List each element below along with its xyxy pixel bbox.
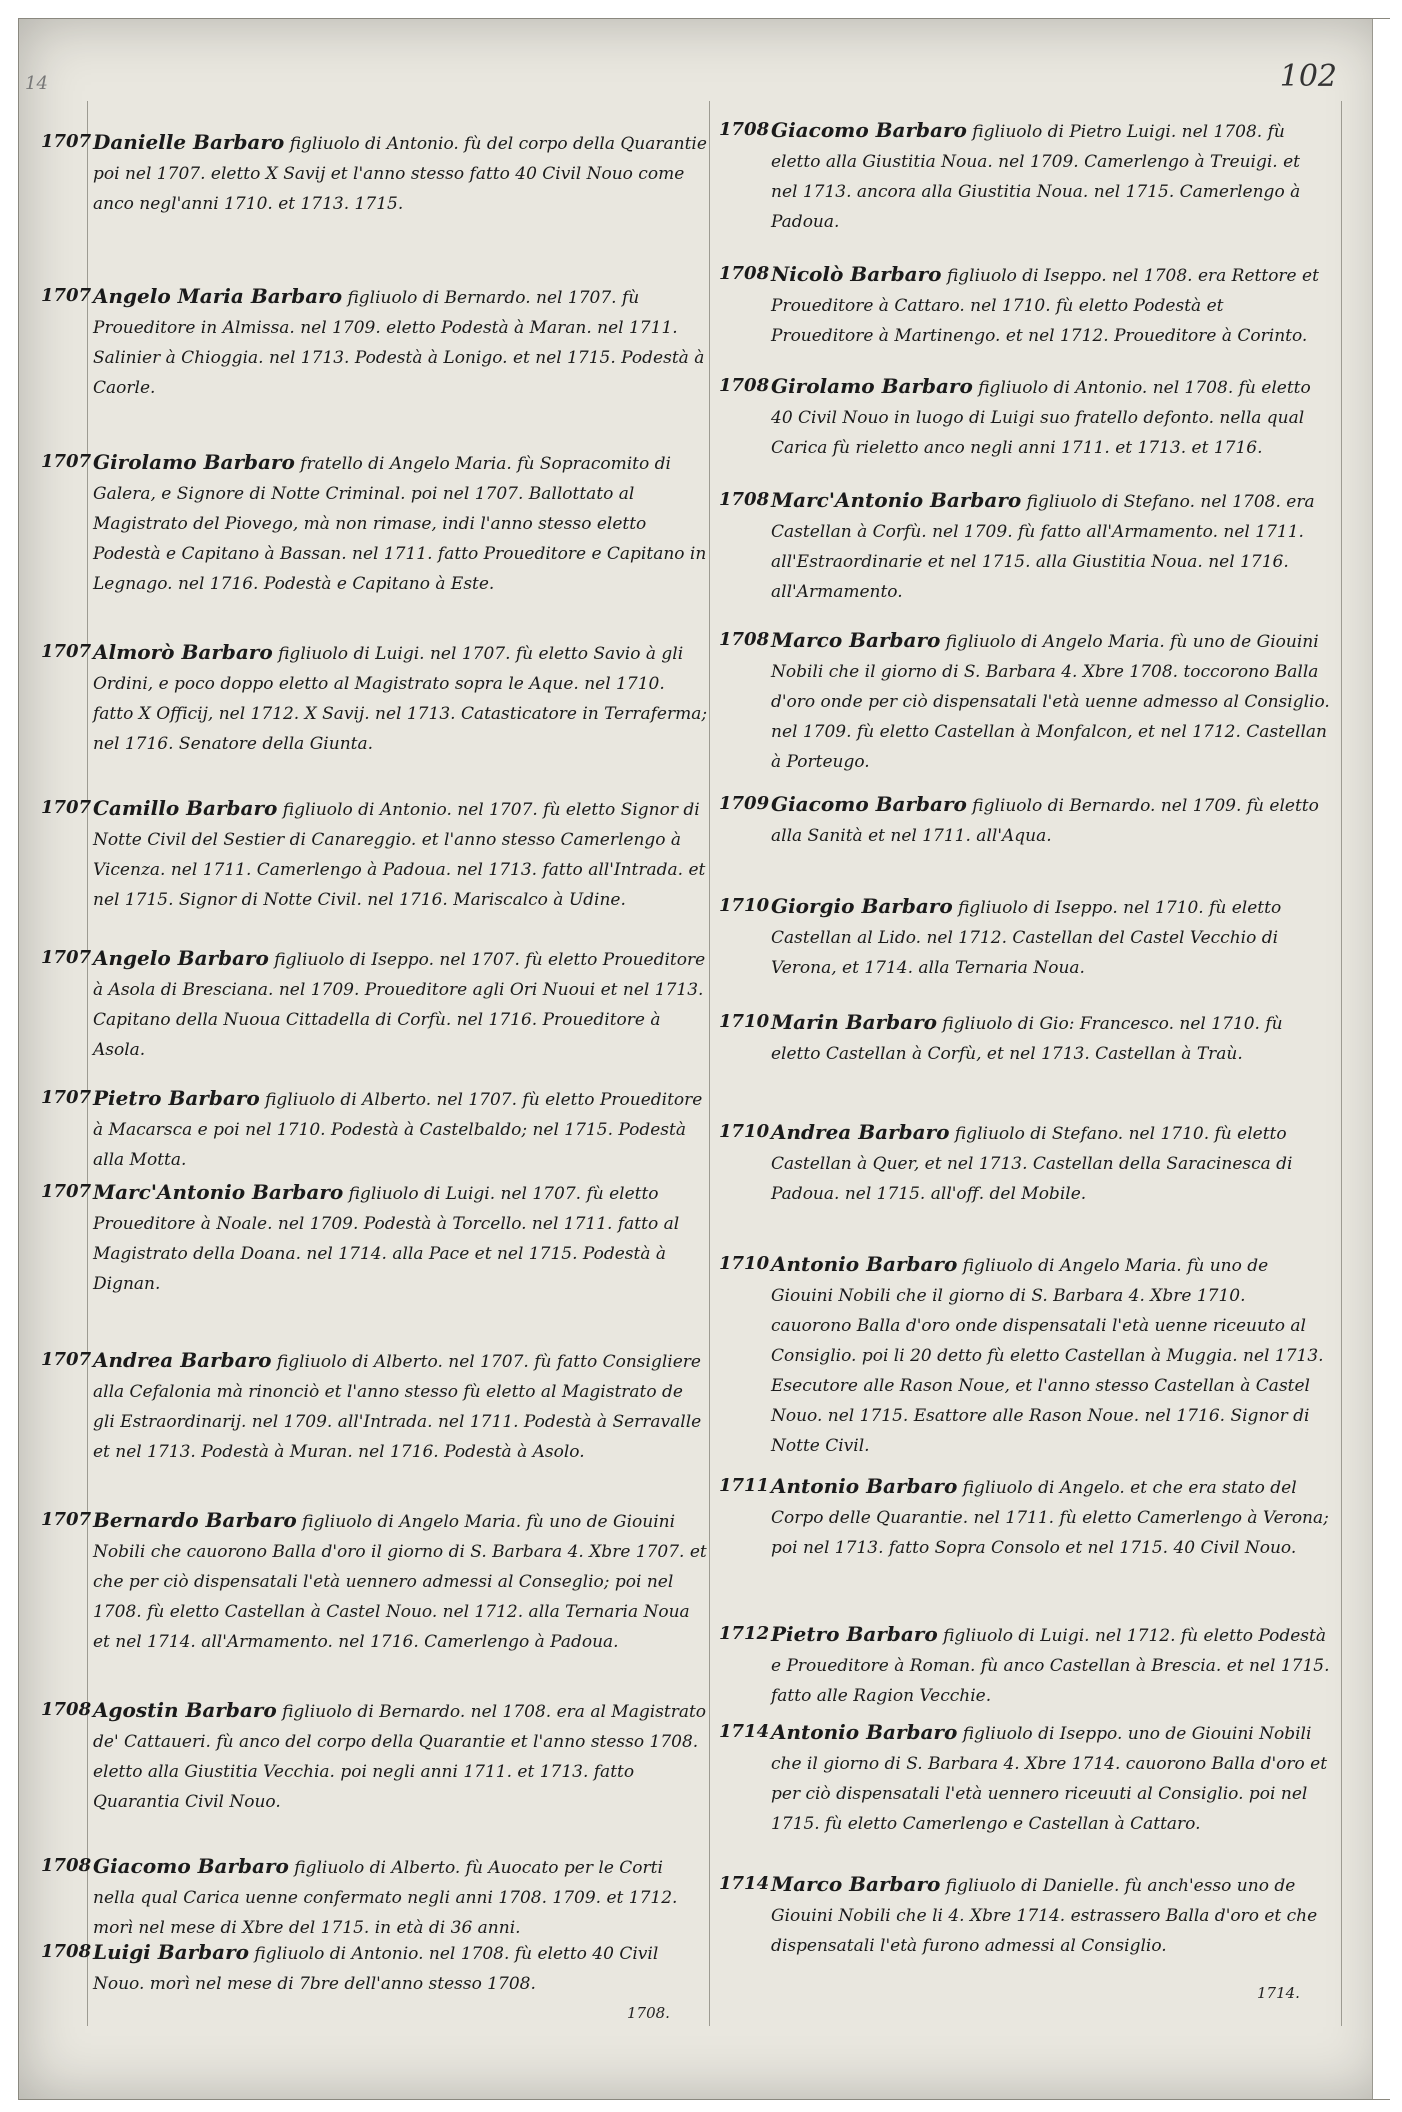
entry-year: 1707 bbox=[41, 1509, 92, 1530]
torn-edge bbox=[1372, 19, 1395, 2099]
entry bbox=[41, 1851, 709, 1943]
entry bbox=[719, 1717, 1331, 1839]
page-number: 102 bbox=[1279, 59, 1337, 94]
entry-name: Bernardo Barbaro bbox=[93, 1508, 297, 1532]
entry bbox=[41, 281, 709, 403]
entry bbox=[719, 1869, 1331, 1961]
entry-year: 1708 bbox=[719, 489, 770, 510]
entry-year: 1710 bbox=[719, 1121, 770, 1142]
entry-year: 1708 bbox=[719, 629, 770, 650]
entry-text: figliuolo di Bernardo. nel 1707. fù Proueditore in Almissa. nel 1709. eletto Podestà à Maran. nel 1711. Salinier à Chioggia. nel 1713. Podestà à Lonigo. et nel 1715. Podestà à Caorle. bbox=[93, 288, 705, 398]
column-divider-rule bbox=[709, 101, 710, 2026]
entry-text: figliuolo di Angelo Maria. fù uno de Giouini Nobili che il giorno di S. Barbara 4. Xbre 1708. toccorono Balla d'oro onde per ciò dispensatali l'età uenne admesso al Consiglio. nel 1709. fù eletto Castellan à Monfalcon, et nel 1712. Castellan à Porteugo. bbox=[771, 632, 1330, 772]
entry-text: figliuolo di Luigi. nel 1707. fù eletto Proueditore à Noale. nel 1709. Podestà à Torcello. nel 1711. fatto al Magistrato della Doana. nel 1714. alla Pace et nel 1715. Podestà à Dignan. bbox=[93, 1184, 680, 1294]
entry-name: Angelo Barbaro bbox=[93, 946, 269, 970]
entry-text: figliuolo di Angelo. et che era stato del Corpo delle Quarantie. nel 1711. fù eletto Camerlengo à Verona; poi nel 1713. fatto Sopra Consolo et nel 1715. 40 Civil Nouo. bbox=[771, 1478, 1329, 1558]
entry-name: Agostin Barbaro bbox=[93, 1698, 277, 1722]
entry-name: Camillo Barbaro bbox=[93, 796, 278, 820]
entry bbox=[41, 793, 709, 915]
entry-text: figliuolo di Antonio. fù del corpo della Quarantie poi nel 1707. eletto X Savij et l'anno stesso fatto 40 Civil Nouo come anco negl'anni 1710. et 1713. 1715. bbox=[93, 134, 707, 214]
entry bbox=[719, 371, 1331, 463]
entry-name: Danielle Barbaro bbox=[93, 130, 285, 154]
entry-text: figliuolo di Alberto. nel 1707. fù fatto Consigliere alla Cefalonia mà rinonciò et l'anno stesso fù eletto al Magistrato de gli Estraordinarij. nel 1709. all'Intrada. nel 1711. Podestà à Serravalle et nel 1713. Podestà à Muran. nel 1716. Podestà à Asolo. bbox=[93, 1352, 702, 1462]
entry-name: Marc'Antonio Barbaro bbox=[93, 1180, 344, 1204]
entry-text: figliuolo di Alberto. nel 1707. fù eletto Proueditore à Macarsca e poi nel 1710. Podestà à Castelbaldo; nel 1715. Podestà alla Motta. bbox=[93, 1090, 703, 1170]
margin-number: 14 bbox=[25, 73, 48, 94]
entry-name: Giacomo Barbaro bbox=[771, 792, 967, 816]
entry-text: figliuolo di Angelo Maria. fù uno de Giouini Nobili che il giorno di S. Barbara 4. Xbre 1710. cauorono Balla d'oro onde dispensatali l'età uenne riceuuto al Consiglio. poi li 20 detto fù eletto Castellan à Muggia. nel 1713. Esecutore alle Rason Noue, et l'anno stesso Castellan à Castel Nouo. nel 1715. Esattore alle Rason Noue. nel 1716. Signor di Notte Civil. bbox=[771, 1256, 1324, 1456]
entry-text: figliuolo di Stefano. nel 1708. era Castellan à Corfù. nel 1709. fù fatto all'Armamento. nel 1711. all'Estraordinarie et nel 1715. alla Giustitia Noua. nel 1716. all'Armamento. bbox=[771, 492, 1315, 602]
entry-year: 1707 bbox=[41, 797, 92, 818]
entry-text: figliuolo di Iseppo. nel 1708. era Rettore et Proueditore à Cattaro. nel 1710. fù eletto Podestà et Proueditore à Martinengo. et nel 1712. Proueditore à Corinto. bbox=[771, 266, 1319, 346]
entry bbox=[41, 1083, 709, 1175]
entry-year: 1707 bbox=[41, 1087, 92, 1108]
entry bbox=[719, 1007, 1331, 1069]
entry-name: Andrea Barbaro bbox=[93, 1348, 272, 1372]
entry-name: Girolamo Barbaro bbox=[771, 374, 973, 398]
entry-year: 1708 bbox=[41, 1941, 92, 1962]
entry bbox=[719, 259, 1331, 351]
entry-name: Giacomo Barbaro bbox=[93, 1854, 289, 1878]
entry bbox=[719, 789, 1331, 851]
entry-year: 1710 bbox=[719, 1253, 770, 1274]
entry-year: 1708 bbox=[719, 119, 770, 140]
entry-name: Marco Barbaro bbox=[771, 1872, 941, 1896]
entry-year: 1708 bbox=[41, 1699, 92, 1720]
entry-text: figliuolo di Iseppo. nel 1707. fù eletto Proueditore à Asola di Bresciana. nel 1709. Proueditore agli Ori Nuoui et nel 1713. Capitano della Nuoua Cittadella di Corfù. nel 1716. Proueditore à Asola. bbox=[93, 950, 706, 1060]
entry-text: figliuolo di Luigi. nel 1712. fù eletto Podestà e Proueditore à Roman. fù anco Castellan à Brescia. et nel 1715. fatto alle Ragion Vecchie. bbox=[771, 1626, 1330, 1706]
entry-text: figliuolo di Antonio. nel 1707. fù eletto Signor di Notte Civil del Sestier di Canareggio. et l'anno stesso Camerlengo à Vicenza. nel 1711. Camerlengo à Padoua. nel 1713. fatto all'Intrada. et nel 1715. Signor di Notte Civil. nel 1716. Mariscalco à Udine. bbox=[93, 800, 706, 910]
entry-year: 1707 bbox=[41, 451, 92, 472]
entry bbox=[719, 115, 1331, 237]
entry-text: figliuolo di Bernardo. nel 1709. fù eletto alla Sanità et nel 1711. all'Aqua. bbox=[771, 796, 1319, 846]
entry-year: 1714 bbox=[719, 1873, 770, 1894]
entry-year: 1710 bbox=[719, 895, 770, 916]
entry-text: figliuolo di Antonio. nel 1708. fù eletto 40 Civil Nouo. morì nel mese di 7bre dell'anno stesso 1708. bbox=[93, 1944, 659, 1994]
entry-text: figliuolo di Alberto. fù Auocato per le Corti nella qual Carica uenne confermato negli anni 1708. 1709. et 1712. morì nel mese di Xbre del 1715. in età di 36 anni. bbox=[93, 1858, 678, 1938]
entry bbox=[41, 1695, 709, 1817]
entry-year: 1707 bbox=[41, 1349, 92, 1370]
right-margin-rule bbox=[1341, 101, 1342, 2026]
entry-name: Pietro Barbaro bbox=[93, 1086, 260, 1110]
entry bbox=[41, 127, 709, 219]
entry-name: Giacomo Barbaro bbox=[771, 118, 967, 142]
entry-name: Marco Barbaro bbox=[771, 628, 941, 652]
entry-name: Antonio Barbaro bbox=[771, 1720, 958, 1744]
entry-year: 1714 bbox=[719, 1721, 770, 1742]
entry-name: Angelo Maria Barbaro bbox=[93, 284, 343, 308]
entry bbox=[719, 1249, 1331, 1461]
entry-name: Marc'Antonio Barbaro bbox=[771, 488, 1022, 512]
entry-year: 1711 bbox=[719, 1475, 770, 1496]
entry-year: 1707 bbox=[41, 1181, 92, 1202]
manuscript-page bbox=[18, 18, 1390, 2100]
entry-text: figliuolo di Gio: Francesco. nel 1710. fù eletto Castellan à Corfù, et nel 1713. Castellan à Traù. bbox=[771, 1014, 1283, 1064]
entry-text: figliuolo di Luigi. nel 1707. fù eletto Savio à gli Ordini, e poco doppo eletto al Magistrato sopra le Aque. nel 1710. fatto X Officij, nel 1712. X Savij. nel 1713. Catasticatore in Terraferma; nel 1716. Senatore della Giunta. bbox=[93, 644, 708, 754]
entry-name: Nicolò Barbaro bbox=[771, 262, 942, 286]
entry bbox=[41, 943, 709, 1065]
entry-text: figliuolo di Iseppo. uno de Giouini Nobili che il giorno di S. Barbara 4. Xbre 1714. cauorono Balla d'oro et per ciò dispensatali l'età uennero riceuuti al Consiglio. poi nel 1715. fù eletto Camerlengo e Castellan à Cattaro. bbox=[771, 1724, 1328, 1834]
entry-year: 1707 bbox=[41, 641, 92, 662]
entry bbox=[41, 1937, 709, 1999]
catchword-right: 1714. bbox=[1257, 1984, 1300, 2002]
entry-name: Girolamo Barbaro bbox=[93, 450, 295, 474]
entry-name: Giorgio Barbaro bbox=[771, 894, 953, 918]
entry bbox=[719, 625, 1331, 777]
entry bbox=[719, 1471, 1331, 1563]
entry bbox=[41, 447, 709, 599]
entry-name: Antonio Barbaro bbox=[771, 1252, 958, 1276]
entry bbox=[719, 485, 1331, 607]
entry-year: 1712 bbox=[719, 1623, 770, 1644]
entry-name: Almorò Barbaro bbox=[93, 640, 273, 664]
entry-year: 1707 bbox=[41, 131, 92, 152]
entry-text: figliuolo di Stefano. nel 1710. fù eletto Castellan à Quer, et nel 1713. Castellan della Saracinesca di Padoua. nel 1715. all'off. del Mobile. bbox=[771, 1124, 1293, 1204]
entry bbox=[41, 637, 709, 759]
entry-year: 1707 bbox=[41, 285, 92, 306]
entry-year: 1710 bbox=[719, 1011, 770, 1032]
entry-text: fratello di Angelo Maria. fù Sopracomito di Galera, e Signore di Notte Criminal. poi nel 1707. Ballottato al Magistrato del Piovego, mà non rimase, indi l'anno stesso eletto Podestà e Capitano à Bassan. nel 1711. fatto Proueditore e Capitano in Legnago. nel 1716. Podestà e Capitano à Este. bbox=[93, 454, 707, 594]
entry-name: Antonio Barbaro bbox=[771, 1474, 958, 1498]
entry-name: Pietro Barbaro bbox=[771, 1622, 938, 1646]
entry bbox=[719, 1619, 1331, 1711]
entry-name: Andrea Barbaro bbox=[771, 1120, 950, 1144]
entry-year: 1707 bbox=[41, 947, 92, 968]
entry-year: 1708 bbox=[719, 375, 770, 396]
entry bbox=[41, 1177, 709, 1299]
catchword-left: 1708. bbox=[627, 2004, 670, 2022]
entry-name: Marin Barbaro bbox=[771, 1010, 937, 1034]
entry bbox=[41, 1505, 709, 1657]
entry-text: figliuolo di Antonio. nel 1708. fù eletto 40 Civil Nouo in luogo di Luigi suo fratello defonto. nella qual Carica fù rieletto anco negli anni 1711. et 1713. et 1716. bbox=[771, 378, 1311, 458]
entry-text: figliuolo di Angelo Maria. fù uno de Giouini Nobili che cauorono Balla d'oro il giorno di S. Barbara 4. Xbre 1707. et che per ciò dispensatali l'età uennero admessi al Conseglio; poi nel 1708. fù eletto Castellan à Castel Nouo. nel 1712. alla Ternaria Noua et nel 1714. all'Armamento. nel 1716. Camerlengo à Padoua. bbox=[93, 1512, 707, 1652]
entry-text: figliuolo di Bernardo. nel 1708. era al Magistrato de' Cattaueri. fù anco del corpo della Quarantie et l'anno stesso 1708. eletto alla Giustitia Vecchia. poi negli anni 1711. et 1713. fatto Quarantia Civil Nouo. bbox=[93, 1702, 707, 1812]
entry bbox=[719, 891, 1331, 983]
entry bbox=[719, 1117, 1331, 1209]
entry-year: 1708 bbox=[41, 1855, 92, 1876]
entry-name: Luigi Barbaro bbox=[93, 1940, 249, 1964]
entry-year: 1709 bbox=[719, 793, 770, 814]
entry-text: figliuolo di Iseppo. nel 1710. fù eletto Castellan al Lido. nel 1712. Castellan del Castel Vecchio di Verona, et 1714. alla Ternaria Noua. bbox=[771, 898, 1282, 978]
entry-text: figliuolo di Danielle. fù anch'esso uno de Giouini Nobili che li 4. Xbre 1714. estrassero Balla d'oro et che dispensatali l'età furono admessi al Consiglio. bbox=[771, 1876, 1318, 1956]
entry-year: 1708 bbox=[719, 263, 770, 284]
entry-text: figliuolo di Pietro Luigi. nel 1708. fù eletto alla Giustitia Noua. nel 1709. Camerlengo à Treuigi. et nel 1713. ancora alla Giustitia Noua. nel 1715. Camerlengo à Padoua. bbox=[771, 122, 1301, 232]
entry bbox=[41, 1345, 709, 1467]
